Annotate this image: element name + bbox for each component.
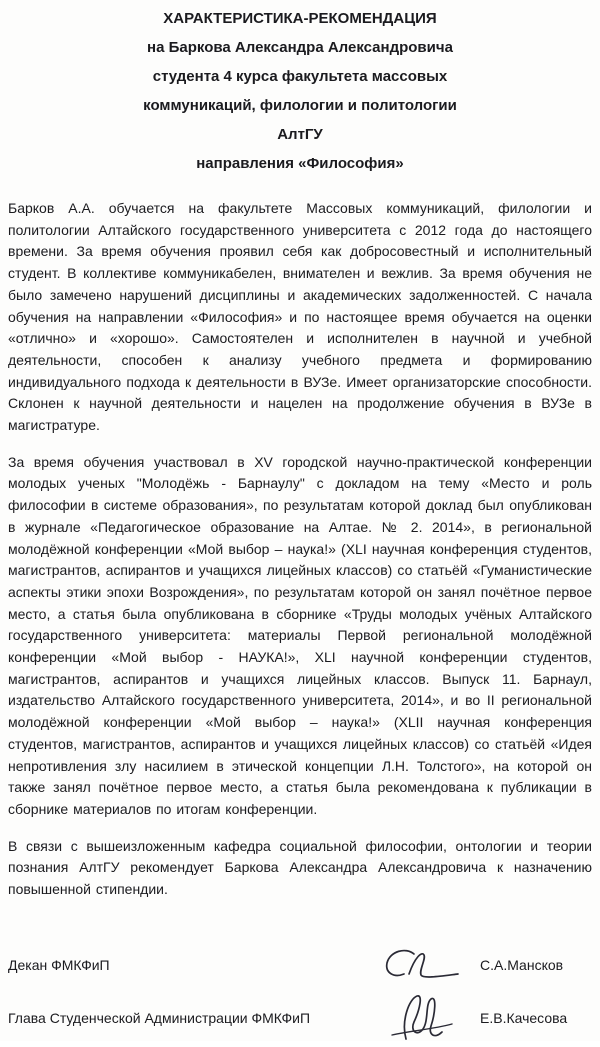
title-line-subject: на Баркова Александра Александровича (147, 39, 453, 56)
document-title: ХАРАКТЕРИСТИКА-РЕКОМЕНДАЦИЯ (163, 10, 437, 27)
title-line-faculty: коммуникаций, филологии и политологии (143, 97, 457, 114)
title-line-university: АлтГУ (277, 126, 323, 143)
paragraph-conferences: За время обучения участвовал в XV городской научно-практической конференции молодых ученых "Молодёжь - Барнаулу" с докладом на тему «Место и роль философии в системе образования», по результатам которой доклад был опубликован в журнале «Педагогическое образование на Алтае. № 2. 2014», в региональной молодёжной конференции «Мой выбор – наука!» (XLI научная конференция студентов, магистрантов, аспирантов и учащихся лицейных классов) со статьёй «Гуманистические аспекты этики эпохи Возрождения», по результатам которой он занял почётное первое место, а статья была опубликована в сборнике «Труды молодых учёных Алтайского государственного университета: материалы Первой региональной молодёжной конференции «Мой выбор - НАУКА!», XLI научной конференции студентов, магистрантов, аспирантов и учащихся лицейных классов. Выпуск 11. Барнаул, издательство Алтайского государственного университета, 2014», и во II региональной молодёжной конференции «Мой выбор – наука!» (XLII научная конференция студентов, магистрантов, аспирантов и учащихся лицейных классов) со статьёй «Идея непротивления злу насилием в этической концепции Л.Н. Толстого», на которой он также занял почётное первое место, а статья была рекомендована к публикации в сборнике материалов по итогам конференции. (8, 453, 592, 817)
title-line-major: направления «Философия» (196, 155, 404, 172)
signature-name-student-admin: Е.В.Качесова (480, 1009, 568, 1026)
signature-block (8, 945, 592, 1029)
signature-row-dean (8, 945, 592, 985)
dean-signature-icon (360, 945, 480, 985)
title-line-student: студента 4 курса факультета массовых (152, 68, 448, 85)
document-title-block (8, 8, 592, 172)
document-body (8, 198, 592, 901)
signature-row-student-admin (8, 1007, 592, 1029)
signature-role-dean: Декан ФМКФиП (8, 956, 110, 973)
signature-role-student-admin: Глава Студенческой Администрации ФМКФиП (8, 1009, 311, 1026)
paragraph-recommendation: В связи с вышеизложенным кафедра социальной философии, онтологии и теории познания АлтГУ рекомендует Баркова Александра Александровича к назначению повышенной стипендии. (8, 837, 592, 898)
student-admin-signature-icon (360, 1007, 480, 1029)
paragraph-academic-characteristic: Барков А.А. обучается на факультете Массовых коммуникаций, филологии и политологии Алтайского государственного университета с 2012 года до настоящего времени. За время обучения проявил себя как добросовестный и исполнительный студент. В коллективе коммуникабелен, внимателен и вежлив. За время обучения не было замечено нарушений дисциплины и академических задолженностей. С начала обучения на направлении «Философия» и по настоящее время обучается на оценки «отлично» и «хорошо». Самостоятелен и исполнителен в научной и учебной деятельности, способен к анализу учебного предмета и формированию индивидуального подхода к деятельности в ВУЗе. Имеет организаторские способности. Склонен к научной деятельности и нацелен на продолжение обучения в ВУЗе в магистратуре. (8, 200, 592, 434)
signature-name-dean: С.А.Мансков (480, 956, 564, 973)
